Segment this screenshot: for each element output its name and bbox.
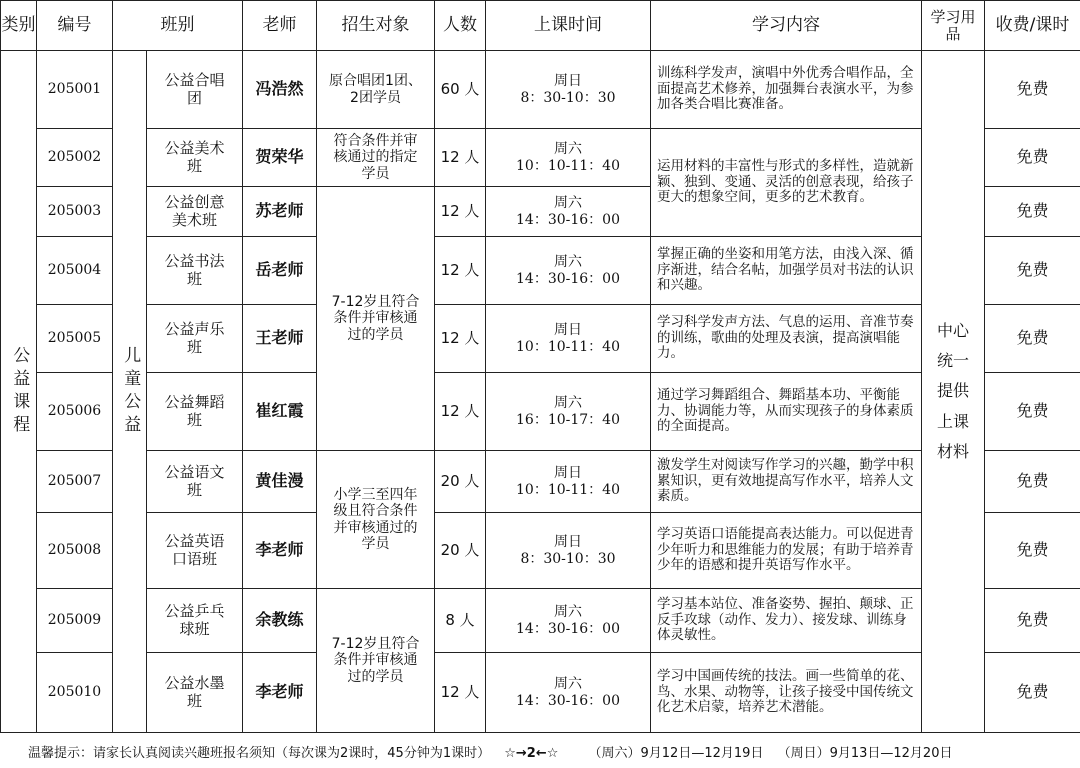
- table-row: [1, 305, 1080, 373]
- class-time: 10：10-11：40: [516, 338, 620, 355]
- student-count: 12 人: [435, 305, 486, 373]
- student-count: 12 人: [435, 653, 486, 733]
- teacher-name: 崔红霞: [243, 373, 317, 451]
- audience-text: 原合唱团1团、2团学员: [317, 51, 435, 129]
- class-time-cell: [486, 51, 651, 129]
- learning-content: 学习基本站位、准备姿势、握拍、颠球、正反手攻球（动作、发力）、接发球、训练身体灵敏性。: [651, 589, 922, 653]
- learning-content: 学习中国画传统的技法。画一些简单的花、鸟、水果、动物等，让孩子接受中国传统文化艺术启蒙，培养艺术潜能。: [651, 653, 922, 733]
- header-class: 班别: [113, 1, 243, 51]
- course-code: 205009: [37, 589, 113, 653]
- table-row: [1, 513, 1080, 589]
- student-count: 12 人: [435, 373, 486, 451]
- fee-value: 免费: [985, 451, 1080, 513]
- table-row: [1, 589, 1080, 653]
- table-row: [1, 373, 1080, 451]
- footer-tip: 温馨提示：请家长认真阅读兴趣班报名须知（每次课为2课时，45分钟为1课时）: [28, 746, 491, 761]
- teacher-name: 岳老师: [243, 237, 317, 305]
- header-code: 编号: [37, 1, 113, 51]
- fee-value: 免费: [985, 51, 1080, 129]
- audience-text: 7-12岁且符合条件并审核通过的学员: [317, 589, 435, 733]
- course-code: 205007: [37, 451, 113, 513]
- teacher-name: 苏老师: [243, 187, 317, 237]
- table-row: [1, 237, 1080, 305]
- header-fee: 收费/课时: [985, 1, 1080, 51]
- course-code: 205005: [37, 305, 113, 373]
- header-teacher: 老师: [243, 1, 317, 51]
- class-time: 10：10-11：40: [516, 481, 620, 498]
- student-count: 12 人: [435, 237, 486, 305]
- class-day: 周日: [554, 465, 582, 482]
- header-audience: 招生对象: [317, 1, 435, 51]
- header-content: 学习内容: [651, 1, 922, 51]
- table-row: [1, 129, 1080, 187]
- teacher-name: 李老师: [243, 653, 317, 733]
- header-row: [1, 1, 1080, 51]
- class-name: 公益乒乓球班: [147, 589, 243, 653]
- fee-value: 免费: [985, 653, 1080, 733]
- fee-value: 免费: [985, 513, 1080, 589]
- student-count: 60 人: [435, 51, 486, 129]
- fee-value: 免费: [985, 373, 1080, 451]
- class-name: 公益合唱团: [147, 51, 243, 129]
- course-code: 205001: [37, 51, 113, 129]
- table-row: [1, 451, 1080, 513]
- footer-sunday-dates: （周日）9月13日—12月20日: [777, 746, 953, 761]
- footer-notice: [28, 742, 952, 761]
- class-name: 公益创意美术班: [147, 187, 243, 237]
- student-count: 12 人: [435, 129, 486, 187]
- class-day: 周六: [554, 604, 582, 621]
- class-time-cell: [486, 589, 651, 653]
- class-name: 公益声乐班: [147, 305, 243, 373]
- class-day: 周六: [554, 141, 582, 158]
- header-time: 上课时间: [486, 1, 651, 51]
- class-time: 16：10-17：40: [516, 411, 620, 428]
- class-name: 公益英语口语班: [147, 513, 243, 589]
- student-count: 8 人: [435, 589, 486, 653]
- class-time-cell: [486, 373, 651, 451]
- teacher-name: 王老师: [243, 305, 317, 373]
- class-name: 公益语文班: [147, 451, 243, 513]
- class-day: 周六: [554, 254, 582, 271]
- class-name: 公益美术班: [147, 129, 243, 187]
- course-code: 205008: [37, 513, 113, 589]
- class-time-cell: [486, 513, 651, 589]
- fee-value: 免费: [985, 187, 1080, 237]
- class-name: 公益舞蹈班: [147, 373, 243, 451]
- audience-text: 符合条件并审核通过的指定学员: [317, 129, 435, 187]
- footer-marker: ☆→2←☆: [504, 746, 559, 761]
- teacher-name: 冯浩然: [243, 51, 317, 129]
- fee-value: 免费: [985, 237, 1080, 305]
- learning-content: 学习科学发声方法、气息的运用、音准节奏的训练，歌曲的处理及表演，提高演唱能力。: [651, 305, 922, 373]
- class-time-cell: [486, 237, 651, 305]
- header-materials: 学习用品: [922, 1, 985, 51]
- header-category: 类别: [1, 1, 37, 51]
- fee-value: 免费: [985, 589, 1080, 653]
- materials-cell: [922, 51, 985, 733]
- course-code: 205003: [37, 187, 113, 237]
- class-time: 14：30-16：00: [516, 692, 620, 709]
- class-time-cell: [486, 187, 651, 237]
- teacher-name: 李老师: [243, 513, 317, 589]
- learning-content: 通过学习舞蹈组合、舞蹈基本功、平衡能力、协调能力等，从而实现孩子的身体素质的全面提高。: [651, 373, 922, 451]
- learning-content: 掌握正确的坐姿和用笔方法，由浅入深、循序渐进，结合名帖，加强学员对书法的认识和兴趣。: [651, 237, 922, 305]
- class-time: 14：30-16：00: [516, 620, 620, 637]
- class-day: 周日: [554, 73, 582, 90]
- class-time: 8：30-10：30: [520, 89, 616, 106]
- category-cell: [1, 51, 37, 733]
- class-time: 14：30-16：00: [516, 211, 620, 228]
- class-day: 周六: [554, 195, 582, 212]
- footer-saturday-dates: （周六）9月12日—12月19日: [588, 746, 764, 761]
- course-code: 205004: [37, 237, 113, 305]
- course-code: 205002: [37, 129, 113, 187]
- course-code: 205006: [37, 373, 113, 451]
- materials-text: 中心统一提供上课材料: [936, 320, 969, 462]
- table-row: [1, 51, 1080, 129]
- class-time-cell: [486, 653, 651, 733]
- teacher-name: 余教练: [243, 589, 317, 653]
- course-code: 205010: [37, 653, 113, 733]
- student-count: 20 人: [435, 451, 486, 513]
- fee-value: 免费: [985, 305, 1080, 373]
- header-count: 人数: [435, 1, 486, 51]
- class-group-label: 儿童公益: [120, 345, 141, 438]
- teacher-name: 贺荣华: [243, 129, 317, 187]
- class-day: 周日: [554, 534, 582, 551]
- learning-content: 激发学生对阅读写作学习的兴趣，勤学中积累知识，更有效地提高写作水平，培养人文素质。: [651, 451, 922, 513]
- class-day: 周日: [554, 322, 582, 339]
- class-time: 8：30-10：30: [520, 550, 616, 567]
- class-time-cell: [486, 305, 651, 373]
- category-label: 公益课程: [9, 345, 30, 438]
- class-day: 周六: [554, 676, 582, 693]
- fee-value: 免费: [985, 129, 1080, 187]
- class-time-cell: [486, 129, 651, 187]
- class-time-cell: [486, 451, 651, 513]
- class-time: 14：30-16：00: [516, 270, 620, 287]
- student-count: 12 人: [435, 187, 486, 237]
- student-count: 20 人: [435, 513, 486, 589]
- class-day: 周六: [554, 395, 582, 412]
- learning-content: 训练科学发声，演唱中外优秀合唱作品，全面提高艺术修养，加强舞台表演水平，为参加各类合唱比赛准备。: [651, 51, 922, 129]
- learning-content: 运用材料的丰富性与形式的多样性，造就新颖、独到、变通、灵活的创意表现，给孩子更大的想象空间，更多的艺术教育。: [651, 129, 922, 237]
- learning-content: 学习英语口语能提高表达能力。可以促进青少年听力和思维能力的发展；有助于培养青少年的语感和提升英语写作水平。: [651, 513, 922, 589]
- teacher-name: 黄佳漫: [243, 451, 317, 513]
- class-group-cell: [113, 51, 147, 733]
- class-name: 公益水墨班: [147, 653, 243, 733]
- audience-text: 7-12岁且符合条件并审核通过的学员: [317, 187, 435, 451]
- class-time: 10：10-11：40: [516, 157, 620, 174]
- audience-text: 小学三至四年级且符合条件并审核通过的学员: [317, 451, 435, 589]
- class-name: 公益书法班: [147, 237, 243, 305]
- table-row: [1, 653, 1080, 733]
